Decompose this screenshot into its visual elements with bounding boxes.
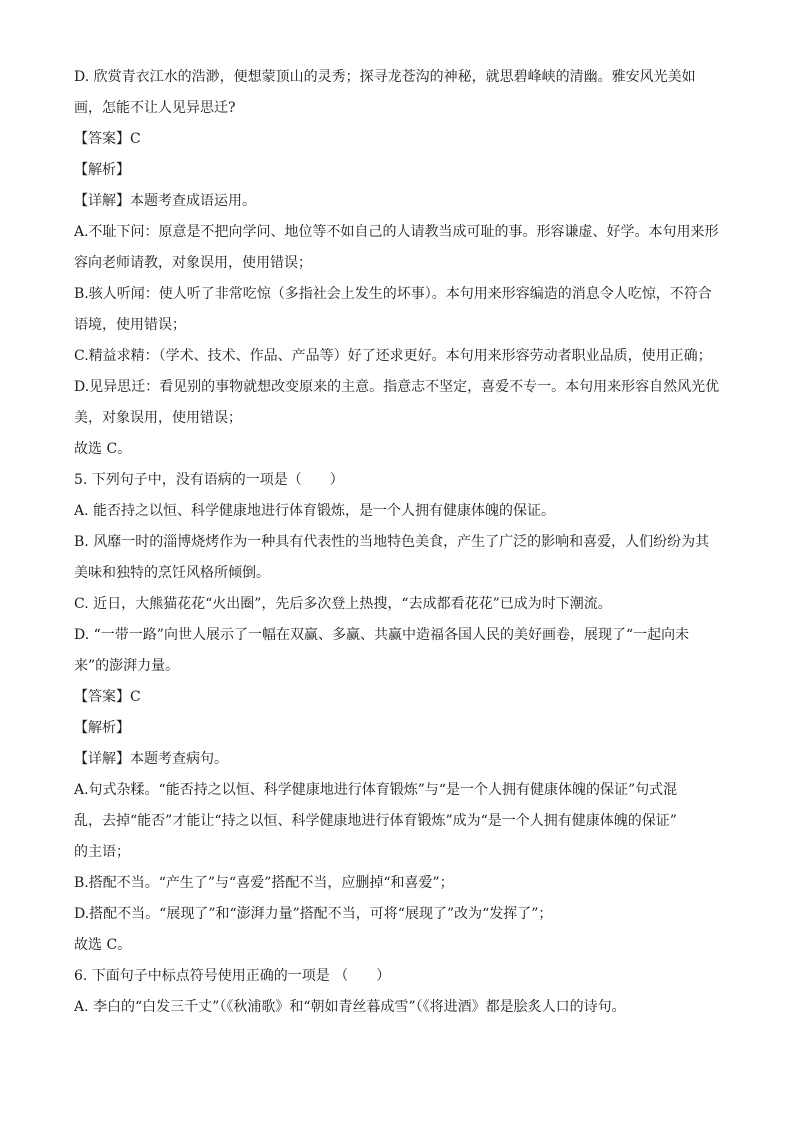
answer-label: 【答案】C (74, 689, 141, 705)
explanation-5d: D.搭配不当。“展现了”和“澎湃力量”搭配不当，可将“展现了”改为“发挥了”； (74, 906, 553, 922)
question-6: 6. 下面句子中标点符号使用正确的一项是 （ ） (74, 968, 391, 984)
analysis-label: 【解析】 (74, 162, 130, 178)
explanation-b: B.骇人听闻：使人听了非常吃惊（多指社会上发生的坏事）。本句用来形容编造的消息令人吃惊，不符合 (74, 286, 712, 302)
option-5c: C. 近日，大熊猫花花“火出圈”，先后多次登上热搜，“去成都看花花”已成为时下潮流。 (74, 596, 612, 612)
option-d-text-cont: 画，怎能不让人见异思迁? (74, 100, 236, 116)
option-5b-cont: 美味和独特的烹饪风格所倾倒。 (74, 565, 270, 581)
conclusion: 故选 C。 (74, 937, 132, 953)
explanation-5a-cont2: 的主语； (74, 844, 130, 860)
explanation-a-cont: 容向老师请教，对象误用，使用错误； (74, 255, 312, 271)
analysis-label: 【解析】 (74, 720, 130, 736)
option-5d: D. “一带一路”向世人展示了一幅在双赢、多赢、共赢中造福各国人民的美好画卷，展现了“一起向未 (74, 627, 690, 643)
explanation-d: D.见异思迁：看见别的事物就想改变原来的主意。指意志不坚定，喜爱不专一。本句用来形容自然风光优 (74, 379, 720, 395)
explanation-5a-cont: 乱，去掉“能否”才能让“持之以恒、科学健康地进行体育锻炼”成为“是一个人拥有健康体魄的保证” (74, 813, 677, 829)
answer-label: 【答案】C (74, 131, 141, 147)
explanation-c: C.精益求精：（学术、技术、作品、产品等）好了还求更好。本句用来形容劳动者职业品质，使用正确； (74, 348, 712, 364)
explanation-5b: B.搭配不当。“产生了”与“喜爱”搭配不当，应删掉“和喜爱”； (74, 875, 454, 891)
explanation-a: A.不耻下问：原意是不把向学问、地位等不如自己的人请教当成可耻的事。形容谦虚、好学。本句用来形 (74, 224, 719, 240)
option-5b: B. 风靡一时的淄博烧烤作为一种具有代表性的当地特色美食，产生了广泛的影响和喜爱，人们纷纷为其 (74, 534, 710, 550)
explanation-b-cont: 语境，使用错误； (74, 317, 186, 333)
option-d-text: D. 欣赏青衣江水的浩渺，便想蒙顶山的灵秀；探寻龙苍沟的神秘，就思碧峰峡的清幽。雅安风光美如 (74, 69, 696, 85)
explanation-d-cont: 美，对象误用，使用错误； (74, 410, 242, 426)
document-body (74, 62, 724, 1023)
explanation-5a: A.句式杂糅。“能否持之以恒、科学健康地进行体育锻炼”与“是一个人拥有健康体魄的保证”句式混 (74, 782, 678, 798)
option-5d-cont: 来”的澎湃力量。 (74, 658, 180, 674)
detail-label: 【详解】本题考查成语运用。 (74, 193, 256, 209)
conclusion: 故选 C。 (74, 441, 132, 457)
option-5a: A. 能否持之以恒、科学健康地进行体育锻炼，是一个人拥有健康体魄的保证。 (74, 503, 556, 519)
option-6a: A. 李白的“白发三千丈”（《秋浦歌》和“朝如青丝暮成雪”（《将进酒》都是脍炙人口的诗句。 (74, 999, 626, 1015)
question-5: 5. 下列句子中，没有语病的一项是（ ） (74, 472, 344, 488)
detail-label: 【详解】本题考查病句。 (74, 751, 228, 767)
